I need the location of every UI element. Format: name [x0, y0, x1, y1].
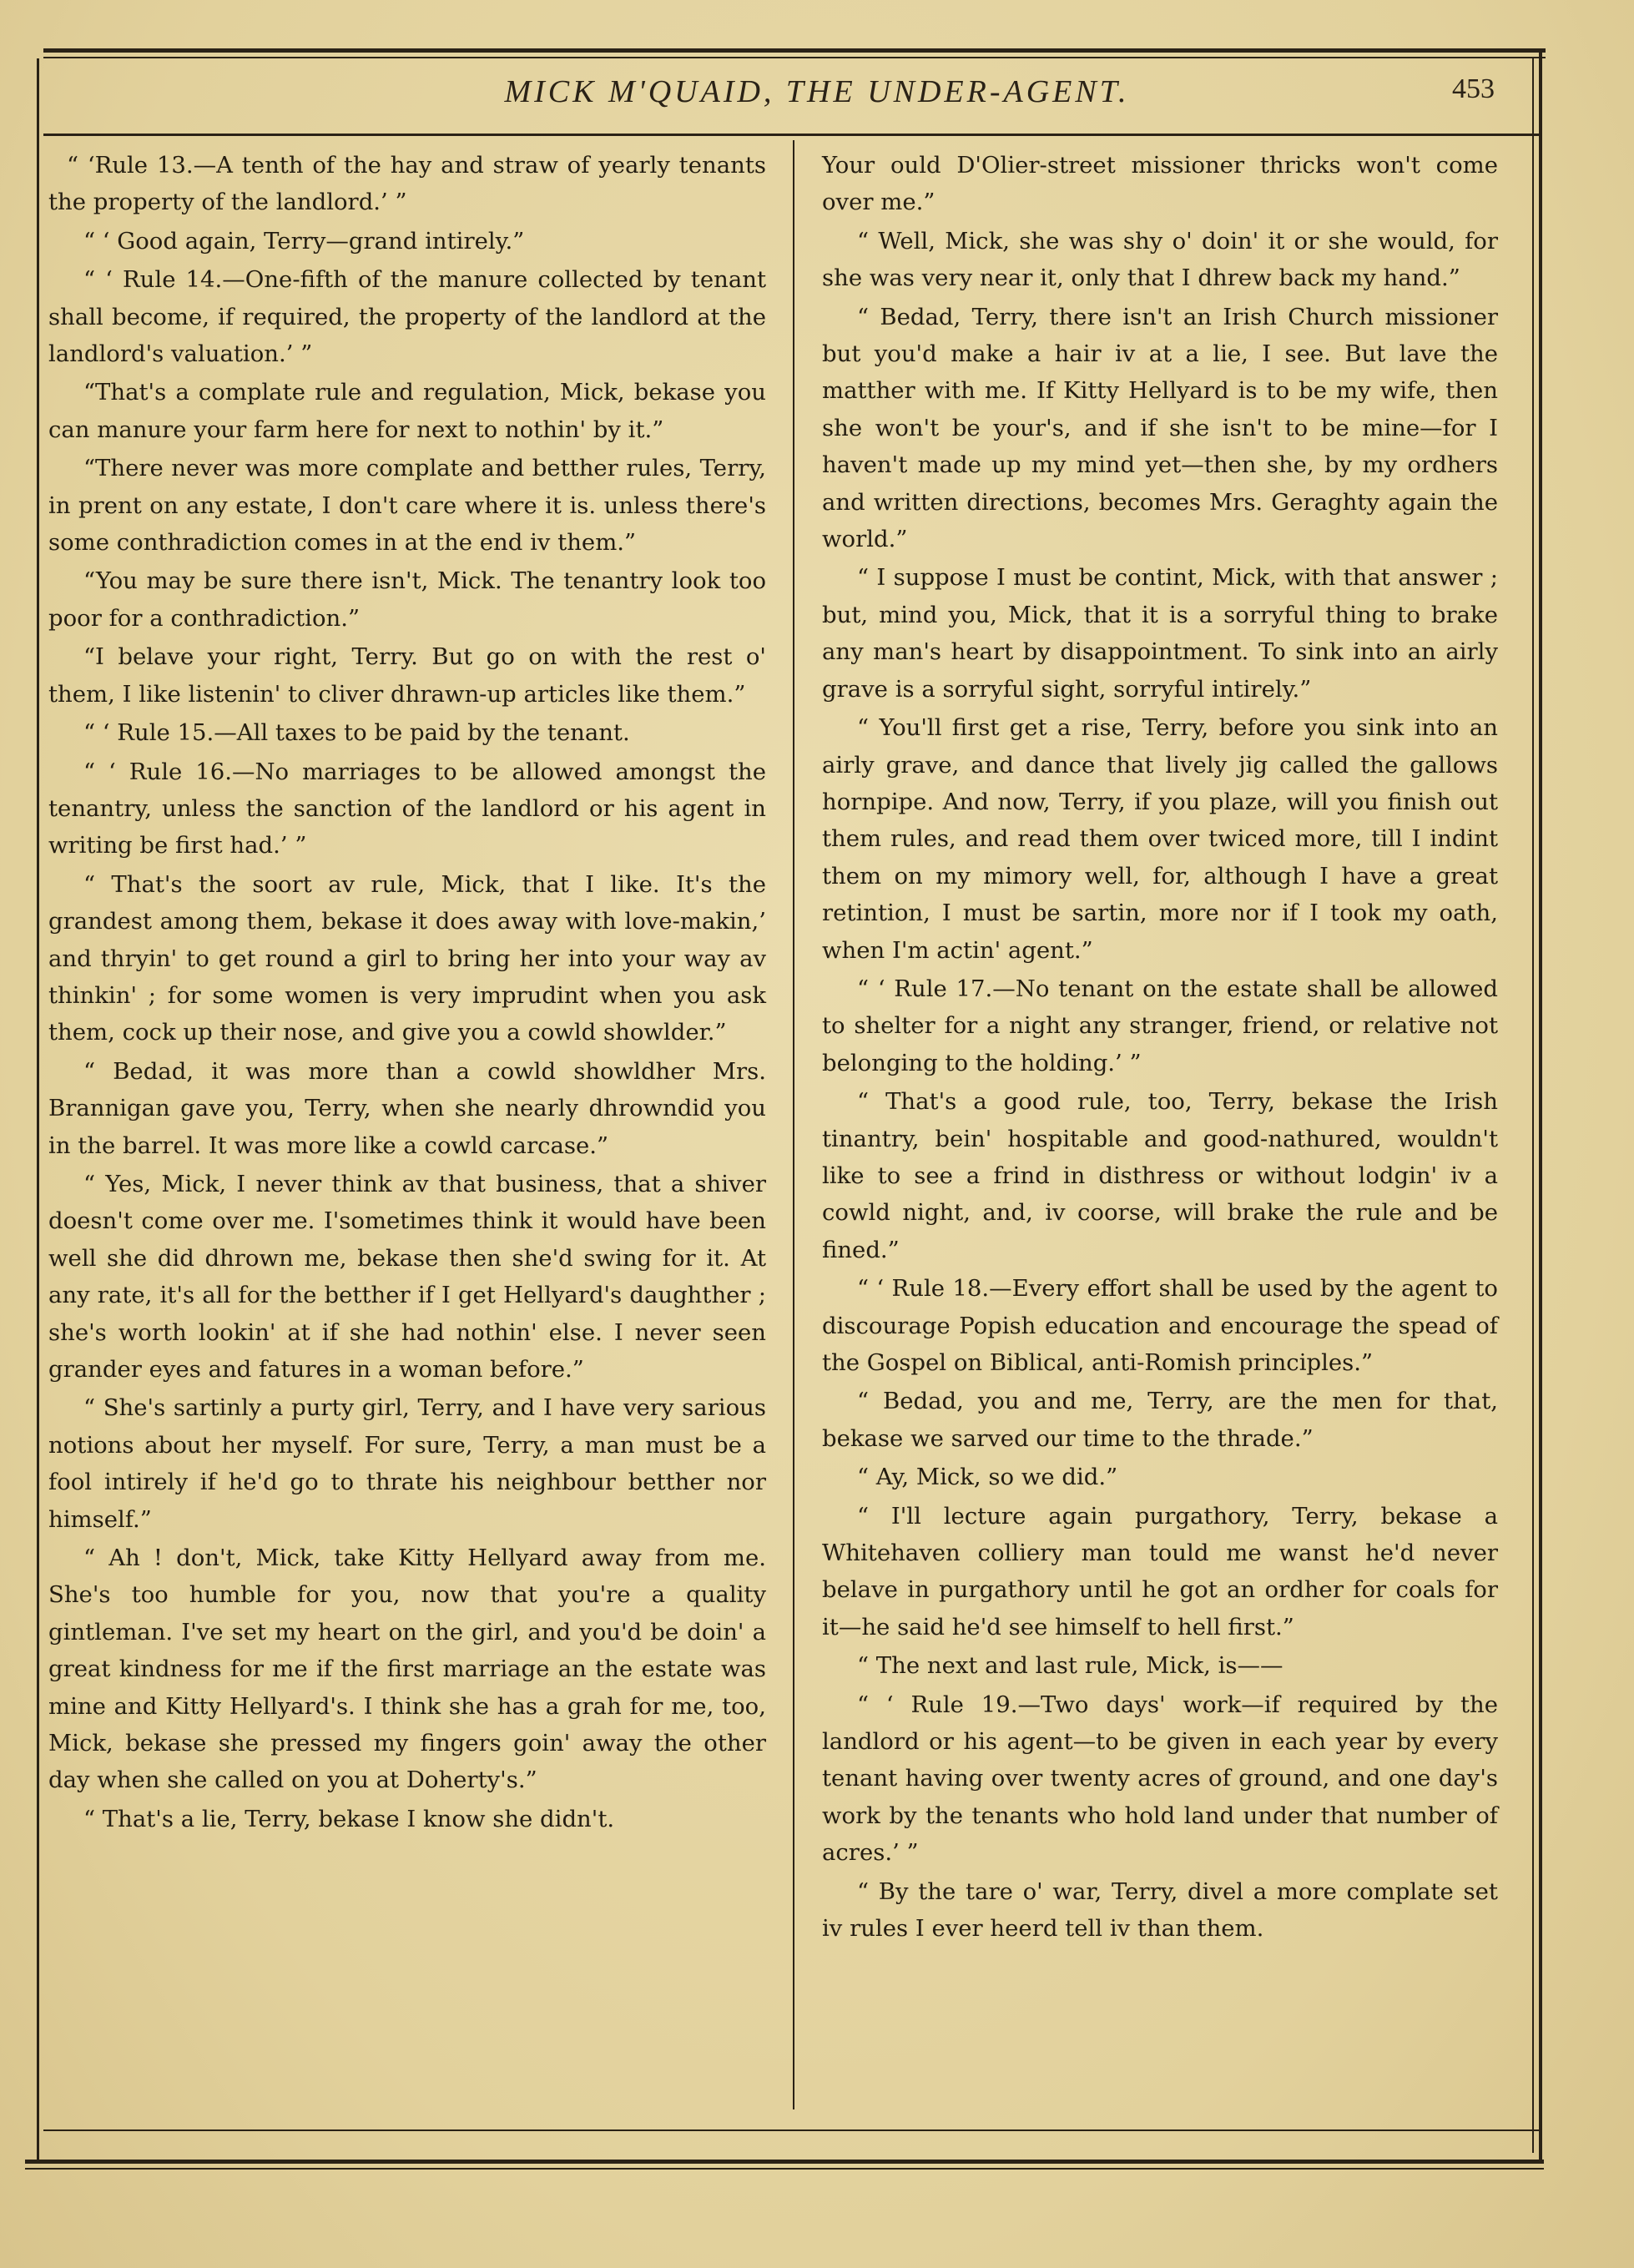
- bottom-rule-inner: [43, 2129, 1539, 2131]
- column-divider: [793, 140, 794, 2109]
- paragraph: “ ‘ Rule 15.—All taxes to be paid by the tenant.: [83, 719, 630, 747]
- paragraph: “ That's a good rule, too, Terry, bekase the Irish tinantry, bein' hospitable and good-nathured, wouldn't like to see a frind in disthress or without lodgin' iv a cowld night, and, iv coorse, will brake the rule and be fined.”: [822, 1088, 1498, 1263]
- paragraph: “ ‘ Rule 16.—No marriages to be allowed amongst the tenantry, unless the sanction of the landlord or his agent in writing be first had.’ ”: [48, 758, 766, 859]
- page-number: 453: [1452, 73, 1495, 104]
- paragraph: “ I'll lecture again purgathory, Terry, bekase a Whitehaven colliery man tould me wanst he'd never belave in purgathory until he got an ordher for coals for it—he said he'd see himself to hell first.”: [822, 1502, 1498, 1641]
- right-column: [822, 147, 1498, 1949]
- paragraph: “ ‘ Rule 17.—No tenant on the estate shall be allowed to shelter for a night any stranger, friend, or relative not belonging to the holding.’ ”: [822, 975, 1498, 1076]
- paragraph: “ ‘ Rule 19.—Two days' work—if required by the landlord or his agent—to be given in each year by every tenant having over twenty acres of ground, and one day's work by the tenants who hold land under that number of acres.’ ”: [822, 1691, 1498, 1867]
- paragraph: “ By the tare o' war, Terry, divel a more complate set iv rules I ever heerd tell iv than them.: [822, 1877, 1498, 1943]
- left-column: [48, 147, 766, 1839]
- paragraph: “ That's the soort av rule, Mick, that I like. It's the grandest among them, bekase it does away with love-makin,’ and thryin' to get round a girl to bring her into your way av thinkin' ; for some women is very imprudint when you ask them, cock up their nose, and give you a cowld showlder.”: [48, 870, 766, 1046]
- bottom-rule-thin: [25, 2168, 1544, 2170]
- right-border-outer: [1539, 48, 1542, 2160]
- paragraph: “ ‘ Good again, Terry—grand intirely.”: [83, 227, 525, 255]
- paragraph: “ ‘ Rule 18.—Every effort shall be used by the agent to discourage Popish education and encourage the spead of the Gospel on Biblical, anti-Romish principles.”: [822, 1275, 1498, 1376]
- paragraph: “ Ay, Mick, so we did.”: [857, 1464, 1118, 1491]
- paragraph: “ That's a lie, Terry, bekase I know she didn't.: [83, 1805, 615, 1832]
- paragraph: “ Bedad, it was more than a cowld showldher Mrs. Brannigan gave you, Terry, when she nearly dhrowndid you in the barrel. It was more like a cowld carcase.”: [48, 1057, 766, 1159]
- paragraph: “ Yes, Mick, I never think av that business, that a shiver doesn't come over me. I'sometimes think it would have been well she did dhrown me, bekase then she'd swing for it. At any rate, it's all for the betther if I get Hellyard's daughther ; she's worth lookin' at if she had nothin' else. I never seen grander eyes and fatures in a woman before.”: [48, 1170, 766, 1383]
- running-head: MICK M'QUAID, THE UNDER-AGENT.: [504, 74, 1130, 109]
- paragraph: “I belave your right, Terry. But go on with the rest o' them, I like listenin' to cliver dhrawn-up articles like them.”: [48, 643, 766, 708]
- paragraph: “ You'll first get a rise, Terry, before you sink into an airly grave, and dance that lively jig called the gallows hornpipe. And now, Terry, if you plaze, will you finish out them rules, and read them over twiced more, till I indint them on my mimory well, for, although I have a great retintion, I must be sartin, more nor if I took my oath, when I'm actin' agent.”: [822, 714, 1498, 964]
- paragraph: “ Bedad, you and me, Terry, are the men for that, bekase we sarved our time to the thrade.”: [822, 1388, 1498, 1452]
- top-rule-inner: [43, 57, 1546, 58]
- paragraph: “You may be sure there isn't, Mick. The tenantry look too poor for a conthradiction.”: [48, 567, 766, 632]
- paragraph: “ The next and last rule, Mick, is——: [857, 1652, 1283, 1680]
- paragraph: “ She's sartinly a purty girl, Terry, and I have very sarious notions about her myself. For sure, Terry, a man must be a fool intirely if he'd go to thrate his neighbour betther nor himself.”: [48, 1394, 766, 1533]
- bottom-rule-outer: [25, 2160, 1544, 2164]
- right-border-inner: [1532, 58, 1534, 2153]
- paragraph: “ Bedad, Terry, there isn't an Irish Church missioner but you'd make a hair iv at a lie, I see. But lave the matther with me. If Kitty Hellyard is to be my wife, then she won't be your's, and if she isn't to be mine—for I haven't made up my mind yet—then she, by my ordhers and written directions, becomes Mrs. Geraghty again the world.”: [822, 303, 1498, 553]
- left-border: [37, 58, 39, 2161]
- paragraph: “ ‘Rule 13.—A tenth of the hay and straw of yearly tenants the property of the landlord.’ ”: [48, 152, 766, 216]
- top-rule-outer: [43, 48, 1546, 53]
- paragraph: “ Ah ! don't, Mick, take Kitty Hellyard away from me. She's too humble for you, now that you're a quality gintleman. I've set my heart on the girl, and you'd be doin' a great kindness for me if the first marriage an the estate was mine and Kitty Hellyard's. I think she has a grah for me, too, Mick, bekase she pressed my fingers goin' away the other day when she called on you at Doherty's.”: [48, 1545, 766, 1794]
- paragraph: “There never was more complate and betther rules, Terry, in prent on any estate, I don't care where it is. unless there's some conthradiction comes in at the end iv them.”: [48, 455, 766, 557]
- header-rule: [43, 134, 1539, 136]
- paragraph: “ Well, Mick, she was shy o' doin' it or she would, for she was very near it, only that I dhrew back my hand.”: [822, 227, 1498, 292]
- paragraph: Your ould D'Olier-street missioner thricks won't come over me.”: [822, 152, 1498, 216]
- paragraph: “ ‘ Rule 14.—One-fifth of the manure collected by tenant shall become, if required, the property of the landlord at the landlord's valuation.’ ”: [48, 266, 766, 368]
- paragraph: “That's a complate rule and regulation, Mick, bekase you can manure your farm here for next to nothin' by it.”: [48, 379, 766, 443]
- paragraph: “ I suppose I must be contint, Mick, with that answer ; but, mind you, Mick, that it is a sorryful thing to brake any man's heart by disappointment. To sink into an airly grave is a sorryful sight, sorryful intirely.”: [822, 564, 1498, 703]
